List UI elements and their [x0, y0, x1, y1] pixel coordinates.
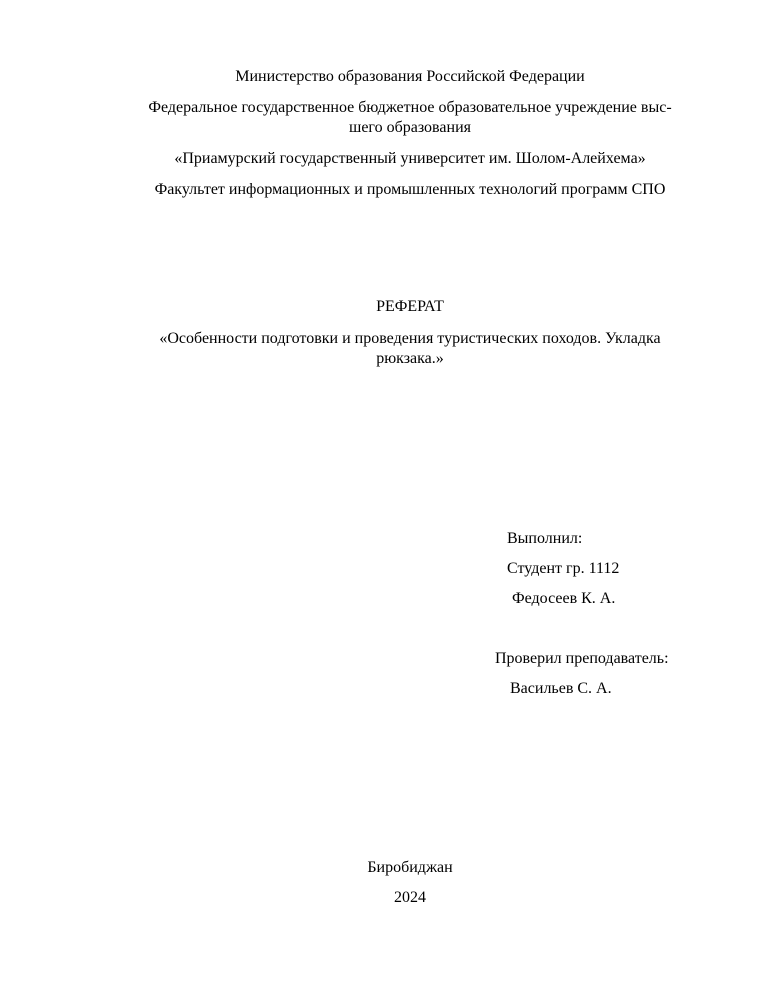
university-name: «Приамурский государственный университет им. Шолом-Алейхема»	[174, 150, 646, 167]
work-title-line2: рюкзака.»	[376, 350, 444, 367]
reviewer-label: Проверил преподаватель:	[495, 650, 669, 667]
reviewer-name: Васильев С. А.	[510, 680, 612, 697]
author-name: Федосеев К. А.	[512, 590, 616, 607]
institution-type-line1: Федеральное государственное бюджетное образовательное учреждение выс-	[148, 99, 672, 116]
work-title-line1: «Особенности подготовки и проведения туристических походов. Укладка	[159, 330, 661, 347]
author-group: Студент гр. 1112	[507, 560, 620, 577]
year: 2024	[394, 889, 426, 906]
author-label: Выполнил:	[507, 530, 583, 547]
ministry-text: Министерство образования Российской Федерации	[235, 68, 585, 85]
city: Биробиджан	[367, 859, 453, 876]
work-type: РЕФЕРАТ	[376, 298, 444, 315]
institution-type-line2: шего образования	[349, 119, 471, 136]
faculty-name: Факультет информационных и промышленных технологий программ СПО	[154, 181, 666, 198]
